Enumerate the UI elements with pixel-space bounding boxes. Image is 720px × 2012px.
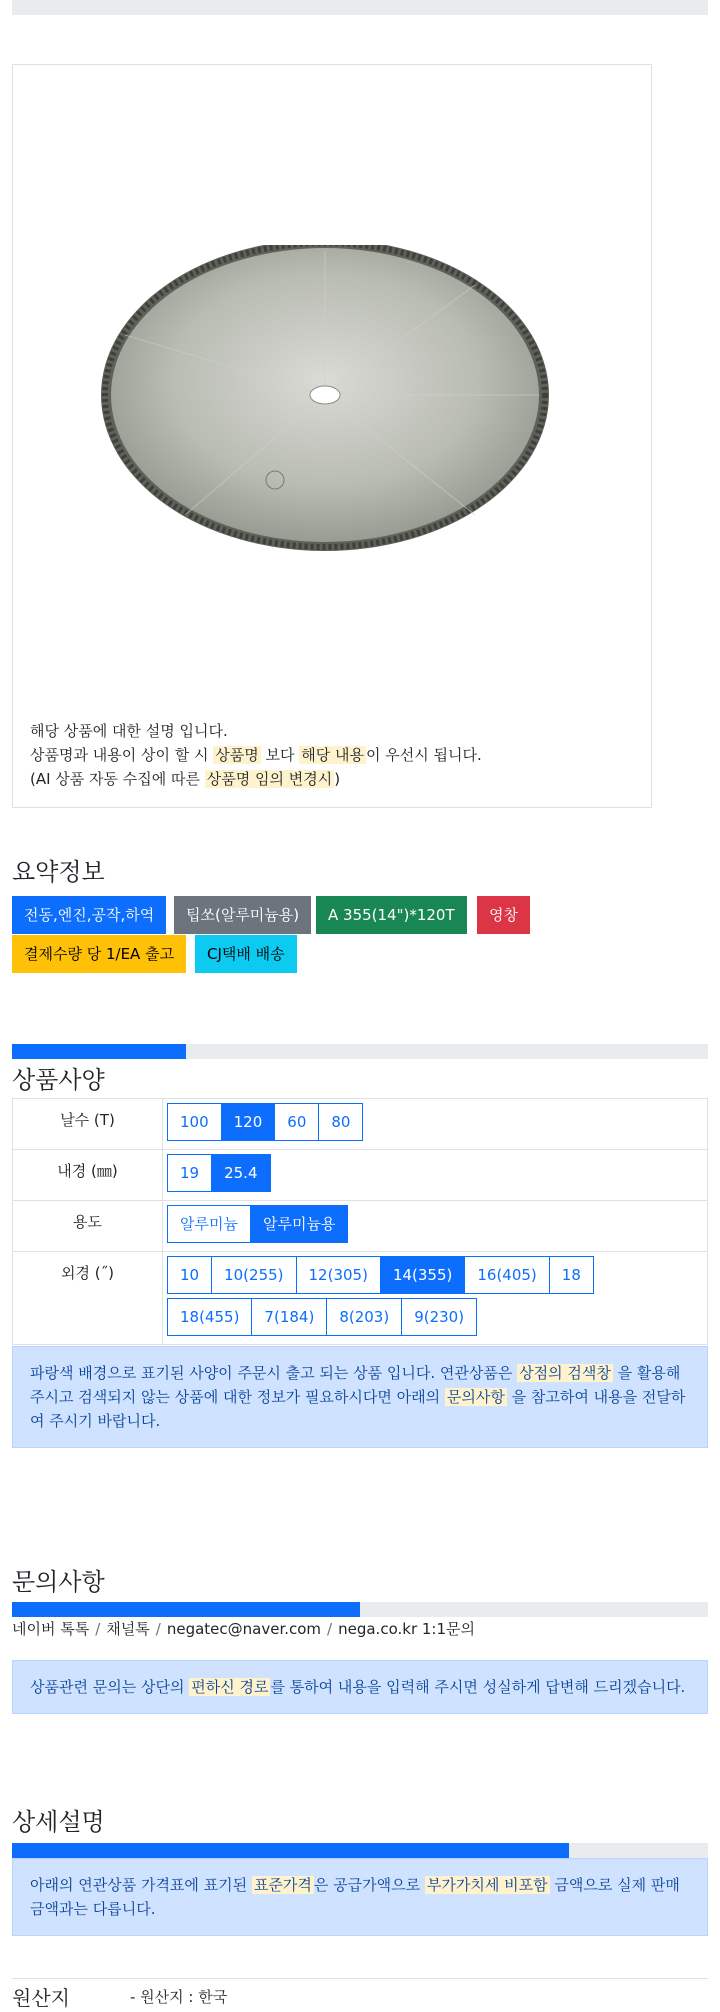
spec-row-usage <box>13 1201 708 1252</box>
notice-text: ) <box>334 770 341 788</box>
spec-label: 내경 (㎜) <box>13 1150 163 1201</box>
notice-text: 은 공급가액으로 <box>313 1876 425 1894</box>
product-notice-text <box>30 719 482 791</box>
highlight-name-change: 상품명 임의 변경시 <box>206 770 333 788</box>
notice-text: (AI 상품 자동 수집에 따른 <box>30 770 205 788</box>
inquiry-progress-bar <box>12 1602 708 1617</box>
highlight-vat-excluded: 부가가치세 비포함 <box>426 1876 548 1894</box>
notice-line-1: 해당 상품에 대한 설명 입니다. <box>30 722 228 740</box>
channel-email[interactable]: negatec@naver.com <box>166 1620 322 1638</box>
spec-row-outer-diameter <box>13 1252 708 1345</box>
option-od-18-455[interactable]: 18(455) <box>167 1298 252 1336</box>
highlight-search-box: 상점의 검색창 <box>519 1364 611 1382</box>
spec-label: 외경 (˝) <box>13 1252 163 1345</box>
option-usage-aluminum-use[interactable]: 알루미늄용 <box>250 1205 348 1243</box>
spec-row-teeth <box>13 1099 708 1150</box>
spec-options <box>163 1201 708 1252</box>
notice-text: 상품명과 내용이 상이 할 시 <box>30 746 214 764</box>
notice-text: 아래의 연관상품 가격표에 표기된 <box>30 1876 252 1894</box>
badge-category: 전동,엔진,공작,하역 <box>12 896 166 934</box>
saw-blade-image <box>95 245 555 565</box>
highlight-inquiry: 문의사항 <box>446 1388 505 1406</box>
detail-notice <box>12 1858 708 1936</box>
option-od-18[interactable]: 18 <box>549 1256 594 1294</box>
badge-shipping-qty: 결제수량 당 1/EA 출고 <box>12 935 186 973</box>
option-od-14-355[interactable]: 14(355) <box>380 1256 465 1294</box>
top-progress-bar <box>12 0 708 15</box>
spec-row-bore <box>13 1150 708 1201</box>
spec-label: 용도 <box>13 1201 163 1252</box>
badge-type: 팁쏘(알루미늄용) <box>174 896 311 934</box>
badge-model: A 355(14")*120T <box>316 896 467 934</box>
badge-delivery: CJ택배 배송 <box>195 935 297 973</box>
notice-text: 보다 <box>260 746 300 764</box>
option-od-10-255[interactable]: 10(255) <box>211 1256 296 1294</box>
summary-title: 요약정보 <box>12 858 105 886</box>
notice-text: 을 참고하여 내용을 전달하여 주시기 바랍니다. <box>30 1388 686 1430</box>
detail-progress-fill <box>12 1843 569 1858</box>
spec-progress-bar <box>12 1044 708 1059</box>
option-bore-25-4[interactable]: 25.4 <box>211 1154 270 1192</box>
notice-line-2 <box>30 743 482 767</box>
spec-options <box>163 1099 708 1150</box>
spec-options <box>163 1150 708 1201</box>
option-od-9-230[interactable]: 9(230) <box>401 1298 477 1336</box>
spec-table <box>12 1098 708 1345</box>
option-teeth-120[interactable]: 120 <box>221 1103 276 1141</box>
option-od-8-203[interactable]: 8(203) <box>326 1298 402 1336</box>
inquiry-title: 문의사항 <box>12 1568 105 1596</box>
spec-label: 날수 (T) <box>13 1099 163 1150</box>
detail-title: 상세설명 <box>12 1808 105 1836</box>
notice-text: 파랑색 배경으로 표기된 사양이 주문시 출고 되는 상품 입니다. 연관상품은 <box>30 1364 518 1382</box>
option-teeth-60[interactable]: 60 <box>274 1103 319 1141</box>
option-od-10[interactable]: 10 <box>167 1256 212 1294</box>
notice-text: 금액으로 실제 판매금액과는 다릅니다. <box>30 1876 680 1918</box>
separator: / <box>327 1620 333 1638</box>
detail-progress-bar <box>12 1843 708 1858</box>
spec-title: 상품사양 <box>12 1066 105 1094</box>
highlight-standard-price: 표준가격 <box>253 1876 312 1894</box>
option-teeth-100[interactable]: 100 <box>167 1103 222 1141</box>
option-od-12-305[interactable]: 12(305) <box>296 1256 381 1294</box>
option-bore-19[interactable]: 19 <box>167 1154 212 1192</box>
origin-value: - 원산지 : 한국 <box>130 1988 228 2006</box>
option-od-16-405[interactable]: 16(405) <box>464 1256 549 1294</box>
notice-line-3 <box>30 767 482 791</box>
option-od-7-184[interactable]: 7(184) <box>251 1298 327 1336</box>
highlight-route: 편하신 경로 <box>191 1678 269 1696</box>
option-usage-aluminum[interactable]: 알루미늄 <box>167 1205 251 1243</box>
spec-progress-fill <box>12 1044 186 1059</box>
origin-label: 원산지 <box>12 1986 70 2010</box>
inquiry-channels <box>12 1618 475 1639</box>
highlight-content: 해당 내용 <box>301 746 364 764</box>
notice-text: 이 우선시 됩니다. <box>365 746 482 764</box>
product-image-panel <box>12 64 652 808</box>
notice-text: 상품관련 문의는 상단의 <box>30 1678 190 1696</box>
origin-divider <box>12 1978 708 1979</box>
separator: / <box>95 1620 101 1638</box>
channel-website-inquiry[interactable]: nega.co.kr 1:1문의 <box>338 1620 475 1638</box>
spec-options <box>163 1252 708 1345</box>
highlight-product-name: 상품명 <box>215 746 259 764</box>
option-teeth-80[interactable]: 80 <box>318 1103 363 1141</box>
notice-text: 을 활용해 주시고 검색되지 않는 상품에 대한 정보가 필요하시다면 아래의 <box>30 1364 681 1406</box>
inquiry-notice <box>12 1660 708 1714</box>
inquiry-progress-fill <box>12 1602 360 1617</box>
channel-channeltalk[interactable]: 채널톡 <box>106 1620 150 1638</box>
spec-notice <box>12 1346 708 1448</box>
badge-brand: 영창 <box>477 896 530 934</box>
channel-naver-talk[interactable]: 네이버 톡톡 <box>12 1620 90 1638</box>
notice-text: 를 통하여 내용을 입력해 주시면 성실하게 답변해 드리겠습니다. <box>270 1678 686 1696</box>
separator: / <box>155 1620 161 1638</box>
